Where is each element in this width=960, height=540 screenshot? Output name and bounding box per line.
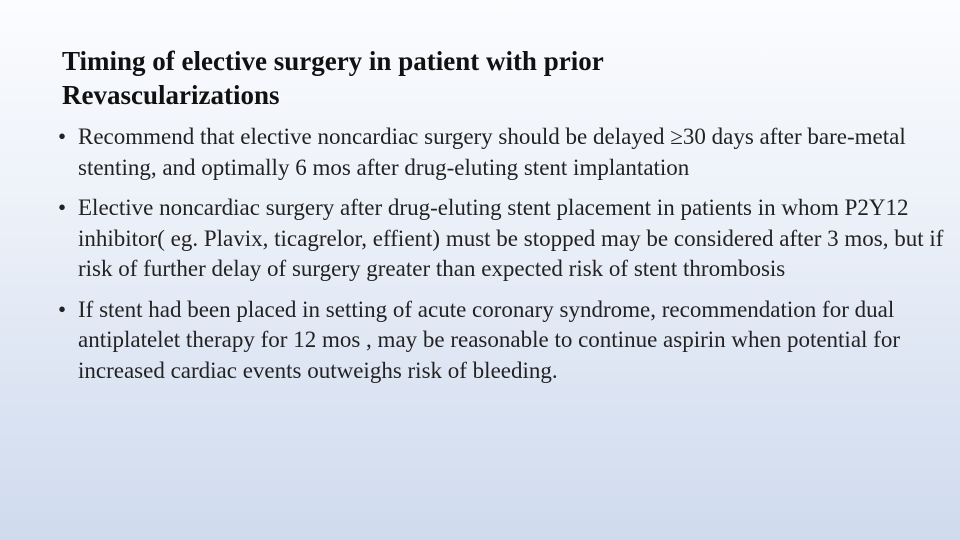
bullet-text-1: Recommend that elective noncardiac surgery should be delayed ≥30 days after bare-metal stenting, and optimally 6 mos after drug-eluting stent implantation	[78, 124, 906, 180]
bullet-item-2	[58, 193, 950, 285]
bullet-marker: •	[58, 296, 67, 322]
bullet-item-1	[58, 122, 950, 183]
slide-title-line-1: Timing of elective surgery in patient with prior	[62, 46, 604, 76]
bullet-item-3	[58, 295, 950, 387]
bullet-text-2: Elective noncardiac surgery after drug-eluting stent placement in patients in whom P2Y12 inhibitor( eg. Plavix, ticagrelor, effient) must be stopped may be considered after 3 mos, but if risk of further delay of surgery greater than expected risk of stent thrombosis	[78, 195, 944, 281]
slide-title	[62, 44, 922, 112]
bullet-list	[58, 122, 950, 396]
slide-title-line-2: Revascularizations	[62, 80, 280, 110]
bullet-marker: •	[58, 195, 67, 220]
bullet-marker: •	[58, 124, 67, 149]
bullet-text-3: If stent had been placed in setting of acute coronary syndrome, recommendation for dual antiplatelet therapy for 12 mos , may be reasonable to continue aspirin when potential for increased cardiac events outweighs risk of bleeding.	[78, 296, 900, 383]
